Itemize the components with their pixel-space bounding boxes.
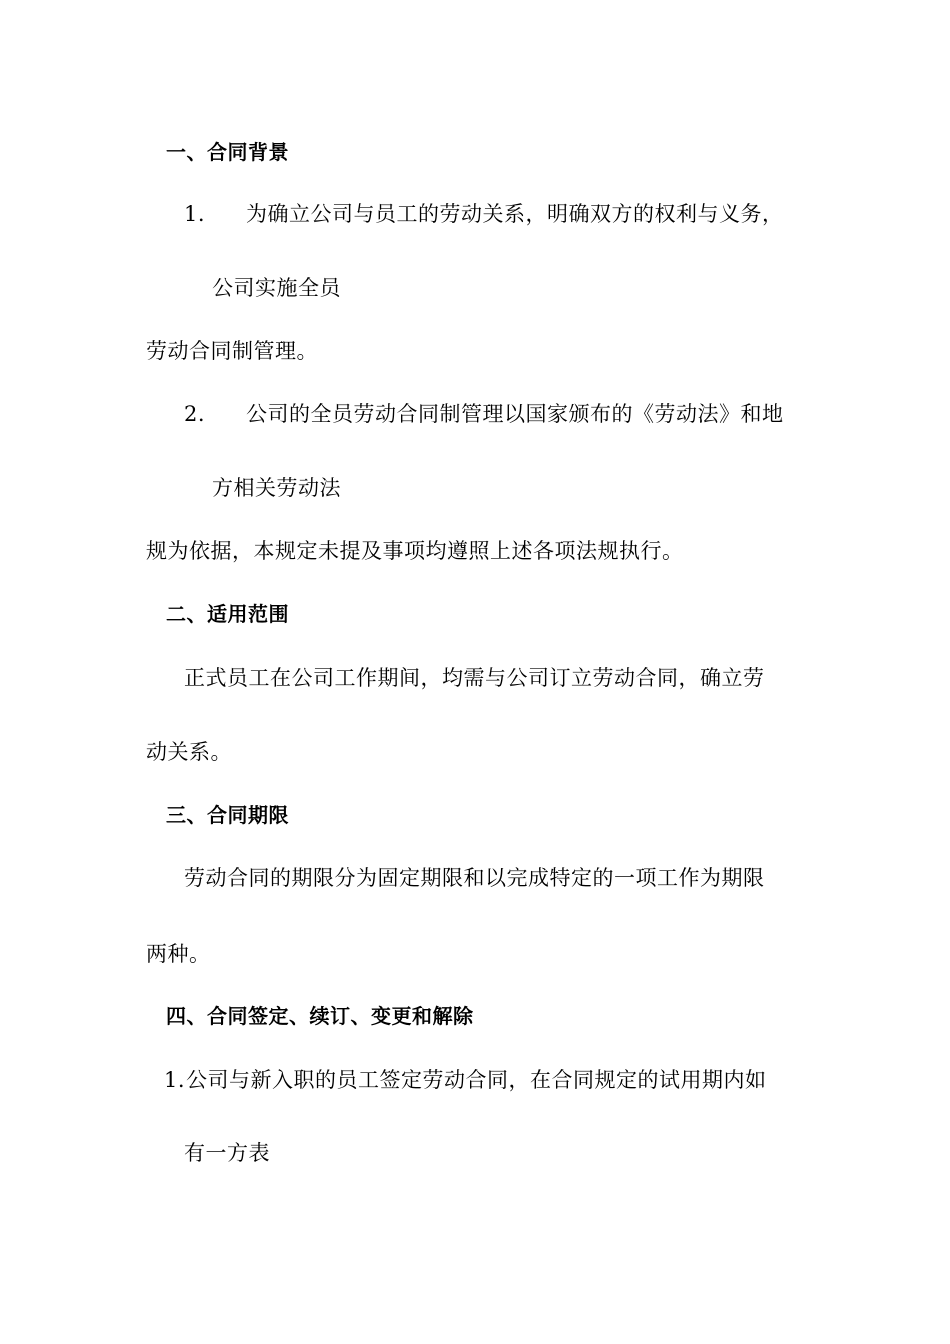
section-heading-signing: 四、合同签定、续订、变更和解除 (166, 1004, 474, 1028)
section-heading-background: 一、合同背景 (166, 140, 289, 164)
list-number: 1. (164, 1068, 186, 1092)
paragraph-line: 有一方表 (184, 1141, 270, 1165)
paragraph-line: 方相关劳动法 (212, 476, 341, 500)
section-heading-term: 三、合同期限 (166, 803, 289, 827)
section-heading-scope: 二、适用范围 (166, 602, 289, 626)
paragraph-text: 公司与新入职的员工签定劳动合同，在合同规定的试用期内如 (186, 1068, 767, 1092)
paragraph-line: 劳动合同的期限分为固定期限和以完成特定的一项工作为期限 (184, 866, 765, 890)
paragraph-text: 公司的全员劳动合同制管理以国家颁布的《劳动法》和地 (246, 402, 784, 426)
list-number: 1. (184, 202, 206, 226)
paragraph-line (184, 200, 784, 228)
paragraph-line: 两种。 (146, 942, 211, 966)
list-number: 2. (184, 402, 206, 426)
paragraph-text: 为确立公司与员工的劳动关系，明确双方的权利与义务， (246, 202, 784, 226)
paragraph-line: 动关系。 (146, 740, 232, 764)
paragraph-line: 正式员工在公司工作期间，均需与公司订立劳动合同，确立劳 (184, 666, 765, 690)
paragraph-line: 规为依据，本规定未提及事项均遵照上述各项法规执行。 (146, 539, 684, 563)
paragraph-line: 公司实施全员 (212, 276, 341, 300)
paragraph-line (164, 1066, 767, 1094)
paragraph-line (184, 400, 784, 428)
paragraph-line: 劳动合同制管理。 (146, 339, 318, 363)
